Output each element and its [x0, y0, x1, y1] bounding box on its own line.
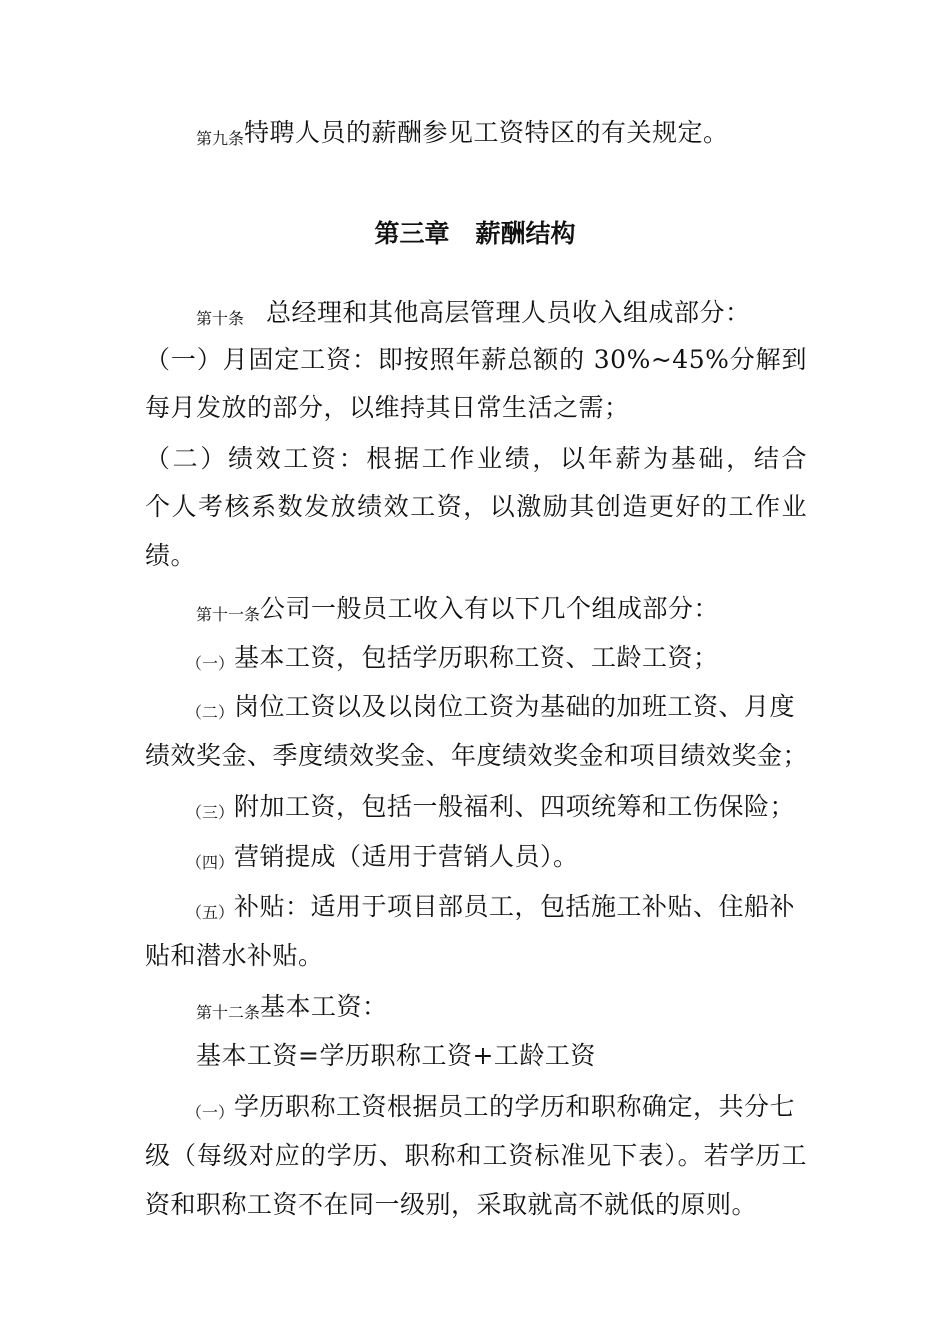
article-11-item-3	[186, 790, 795, 830]
article-12-text: 基本工资：	[260, 992, 388, 1021]
article-10-item-2-line-3: 绩。	[145, 541, 197, 570]
article-11-item-5-line-2: 贴和潜水补贴。	[145, 941, 324, 970]
article-11-item-2-line-2: 绩效奖金、季度绩效奖金、年度绩效奖金和项目绩效奖金；	[145, 741, 809, 770]
article-9	[196, 116, 729, 156]
article-11-item-3-text: 附加工资，包括一般福利、四项统筹和工伤保险；	[234, 792, 796, 821]
article-11-item-1	[186, 641, 719, 681]
article-9-marker: 第九条	[196, 129, 245, 148]
article-12-item-1-line-2: 级（每级对应的学历、职称和工资标准见下表）。若学历工	[145, 1141, 807, 1170]
article-11-text: 公司一般员工收入有以下几个组成部分：	[260, 594, 720, 623]
chapter-heading	[0, 217, 950, 251]
article-11-item-2	[186, 690, 795, 730]
article-10-item-1-line-2: 每月发放的部分，以维持其日常生活之需；	[145, 393, 630, 422]
article-11-item-5	[186, 890, 795, 930]
article-11-marker: 第十一条	[196, 605, 261, 624]
article-11-item-3-marker: （三）	[186, 803, 235, 822]
article-10-marker: 第十条	[196, 309, 245, 328]
article-10-text: 总经理和其他高层管理人员收入组成部分：	[266, 298, 751, 327]
article-9-text: 特聘人员的薪酬参见工资特区的有关规定。	[244, 118, 729, 147]
article-10-item-1-line-1: （一）月固定工资：即按照年薪总额的 30%~45%分解到	[145, 345, 807, 374]
article-12-item-1-text: 学历职称工资根据员工的学历和职称确定，共分七	[234, 1092, 796, 1121]
article-10	[196, 296, 751, 336]
chapter-number: 第三章	[374, 219, 450, 248]
article-11-item-5-marker: （五）	[186, 903, 235, 922]
article-11-item-4-marker: （四）	[186, 853, 235, 872]
article-12-formula: 基本工资=学历职称工资+工龄工资	[196, 1041, 596, 1070]
article-12-item-1	[186, 1090, 795, 1130]
article-11-item-4	[186, 840, 579, 880]
article-11-item-2-text: 岗位工资以及以岗位工资为基础的加班工资、月度	[234, 692, 796, 721]
article-12-item-1-marker: （一）	[186, 1103, 235, 1122]
article-12	[196, 990, 388, 1030]
article-11	[196, 592, 719, 632]
article-12-item-1-line-3: 资和职称工资不在同一级别，采取就高不就低的原则。	[145, 1190, 758, 1219]
article-11-item-2-marker: （二）	[186, 703, 235, 722]
article-11-item-1-marker: （一）	[186, 654, 235, 673]
article-10-item-2-line-2: 个人考核系数发放绩效工资，以激励其创造更好的工作业	[145, 492, 807, 521]
article-11-item-4-text: 营销提成（适用于营销人员）。	[234, 842, 579, 871]
article-11-item-1-text: 基本工资，包括学历职称工资、工龄工资；	[234, 643, 719, 672]
chapter-title: 薪酬结构	[475, 219, 576, 248]
article-12-marker: 第十二条	[196, 1003, 261, 1022]
article-10-item-2-line-1: （二）绩效工资：根据工作业绩，以年薪为基础，结合	[145, 444, 807, 473]
article-11-item-5-text: 补贴：适用于项目部员工，包括施工补贴、住船补	[234, 892, 796, 921]
